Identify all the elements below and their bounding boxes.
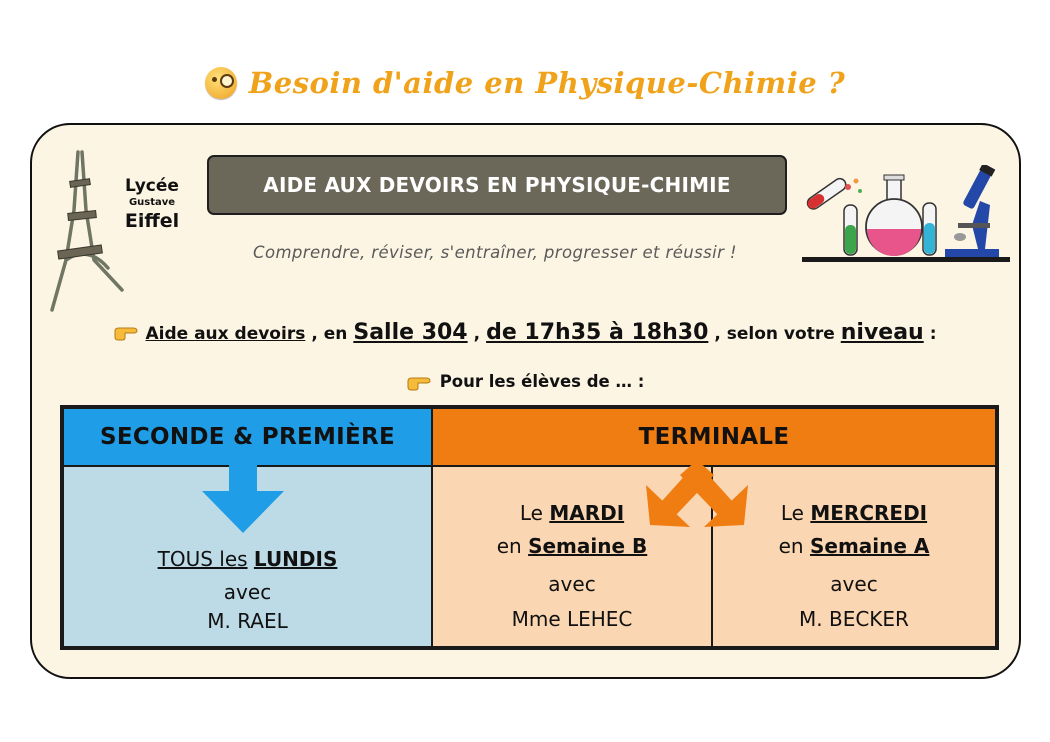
slot-mercredi-teacher: M. BECKER xyxy=(799,607,909,631)
slot-mercredi-en: en xyxy=(778,534,804,558)
pointing-hand-icon xyxy=(406,375,432,391)
monocle-face-icon xyxy=(205,67,237,99)
slot-mercredi-day: MERCREDI xyxy=(810,501,928,525)
slot-mardi-day: MARDI xyxy=(549,501,625,525)
slot-mardi-with: avec xyxy=(548,572,596,596)
header-seconde-label: SECONDE & PREMIÈRE xyxy=(99,424,396,450)
slot-mercredi-week: Semaine A xyxy=(809,534,930,558)
slot-mercredi-with: avec xyxy=(830,572,878,596)
audience-label: Pour les élèves de … : xyxy=(439,371,645,391)
time-label: de 17h35 à 18h30 xyxy=(486,320,709,345)
slot-mardi-en: en xyxy=(496,534,522,558)
slot-mardi-teacher: Mme LEHEC xyxy=(511,607,633,631)
room-label: Salle 304 xyxy=(353,320,468,345)
banner-title: AIDE AUX DEVOIRS EN PHYSIQUE-CHIMIE xyxy=(207,155,787,215)
lab-equipment-icon xyxy=(800,165,1012,265)
header-terminale xyxy=(433,409,995,465)
school-logo xyxy=(112,176,192,232)
slot-terminale-mercredi xyxy=(713,467,995,646)
header-terminale-label: TERMINALE xyxy=(638,424,790,450)
school-name-line2: Gustave xyxy=(128,197,176,208)
separator-2: , xyxy=(473,324,481,344)
separator-1: , en xyxy=(311,324,348,344)
subtitle: Comprendre, réviser, s'entraîner, progresser et réussir ! xyxy=(253,243,737,262)
slot-terminale-mardi xyxy=(433,467,711,646)
page-title: Besoin d'aide en Physique-Chimie ? xyxy=(248,66,846,100)
schedule-info-line xyxy=(0,320,1050,354)
schedule-table xyxy=(60,405,999,650)
school-name-line1: Lycée xyxy=(125,176,179,196)
slot-seconde-prefix: TOUS les xyxy=(157,547,248,571)
level-label: niveau xyxy=(840,320,924,345)
slot-mercredi-le: Le xyxy=(780,501,804,525)
activity-label: Aide aux devoirs xyxy=(145,324,306,344)
eiffel-tower-icon xyxy=(48,150,130,315)
pointing-hand-icon xyxy=(113,325,139,341)
page-heading xyxy=(0,60,1050,106)
school-name-line3: Eiffel xyxy=(124,210,180,232)
header-seconde-premiere xyxy=(64,409,431,465)
separator-3: , selon votre xyxy=(714,324,835,344)
slot-seconde xyxy=(64,467,431,646)
slot-seconde-day: LUNDIS xyxy=(253,547,338,571)
slot-mardi-le: Le xyxy=(519,501,543,525)
slot-seconde-with: avec xyxy=(223,580,272,604)
audience-line xyxy=(0,367,1050,395)
slot-seconde-teacher: M. RAEL xyxy=(207,609,288,633)
info-end: : xyxy=(929,324,937,344)
slot-mardi-week: Semaine B xyxy=(528,534,648,558)
